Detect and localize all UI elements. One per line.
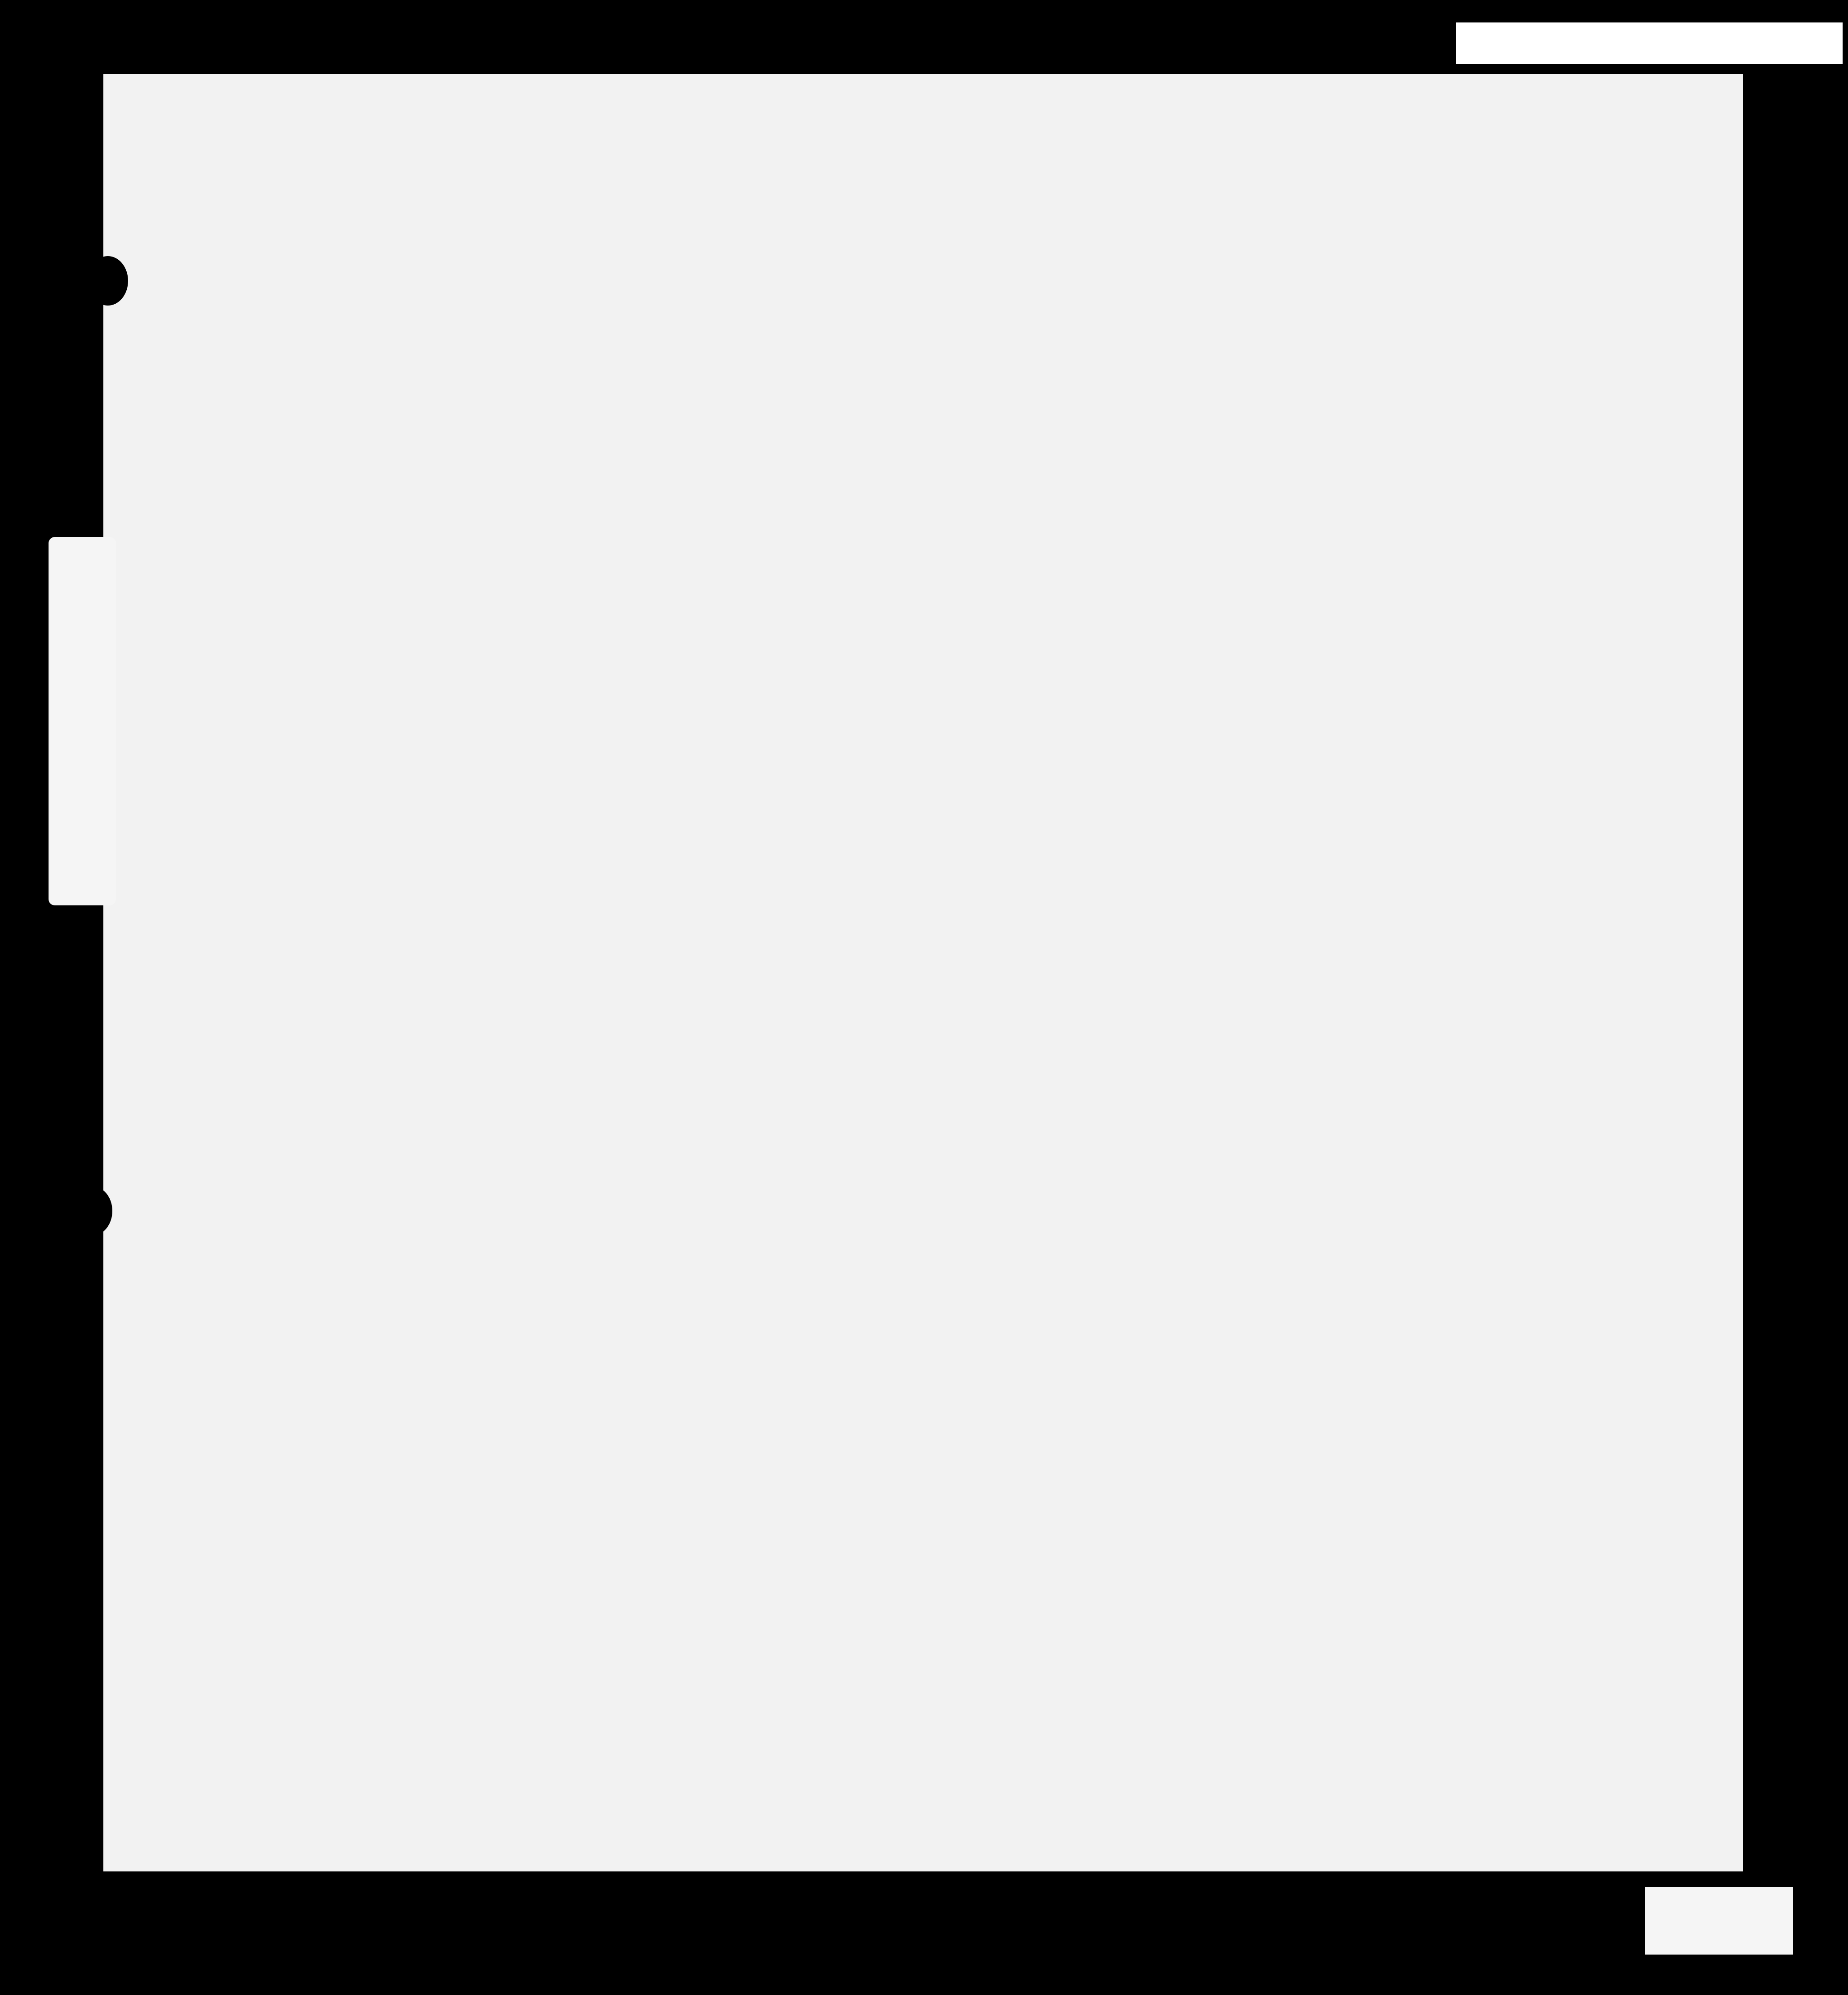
film-edge-mark [1456,22,1843,64]
binder-hole [88,256,128,306]
binder-hole [72,1186,112,1236]
page-number [1645,1887,1793,1955]
document-page [103,74,1743,1871]
index-tab [49,537,116,905]
